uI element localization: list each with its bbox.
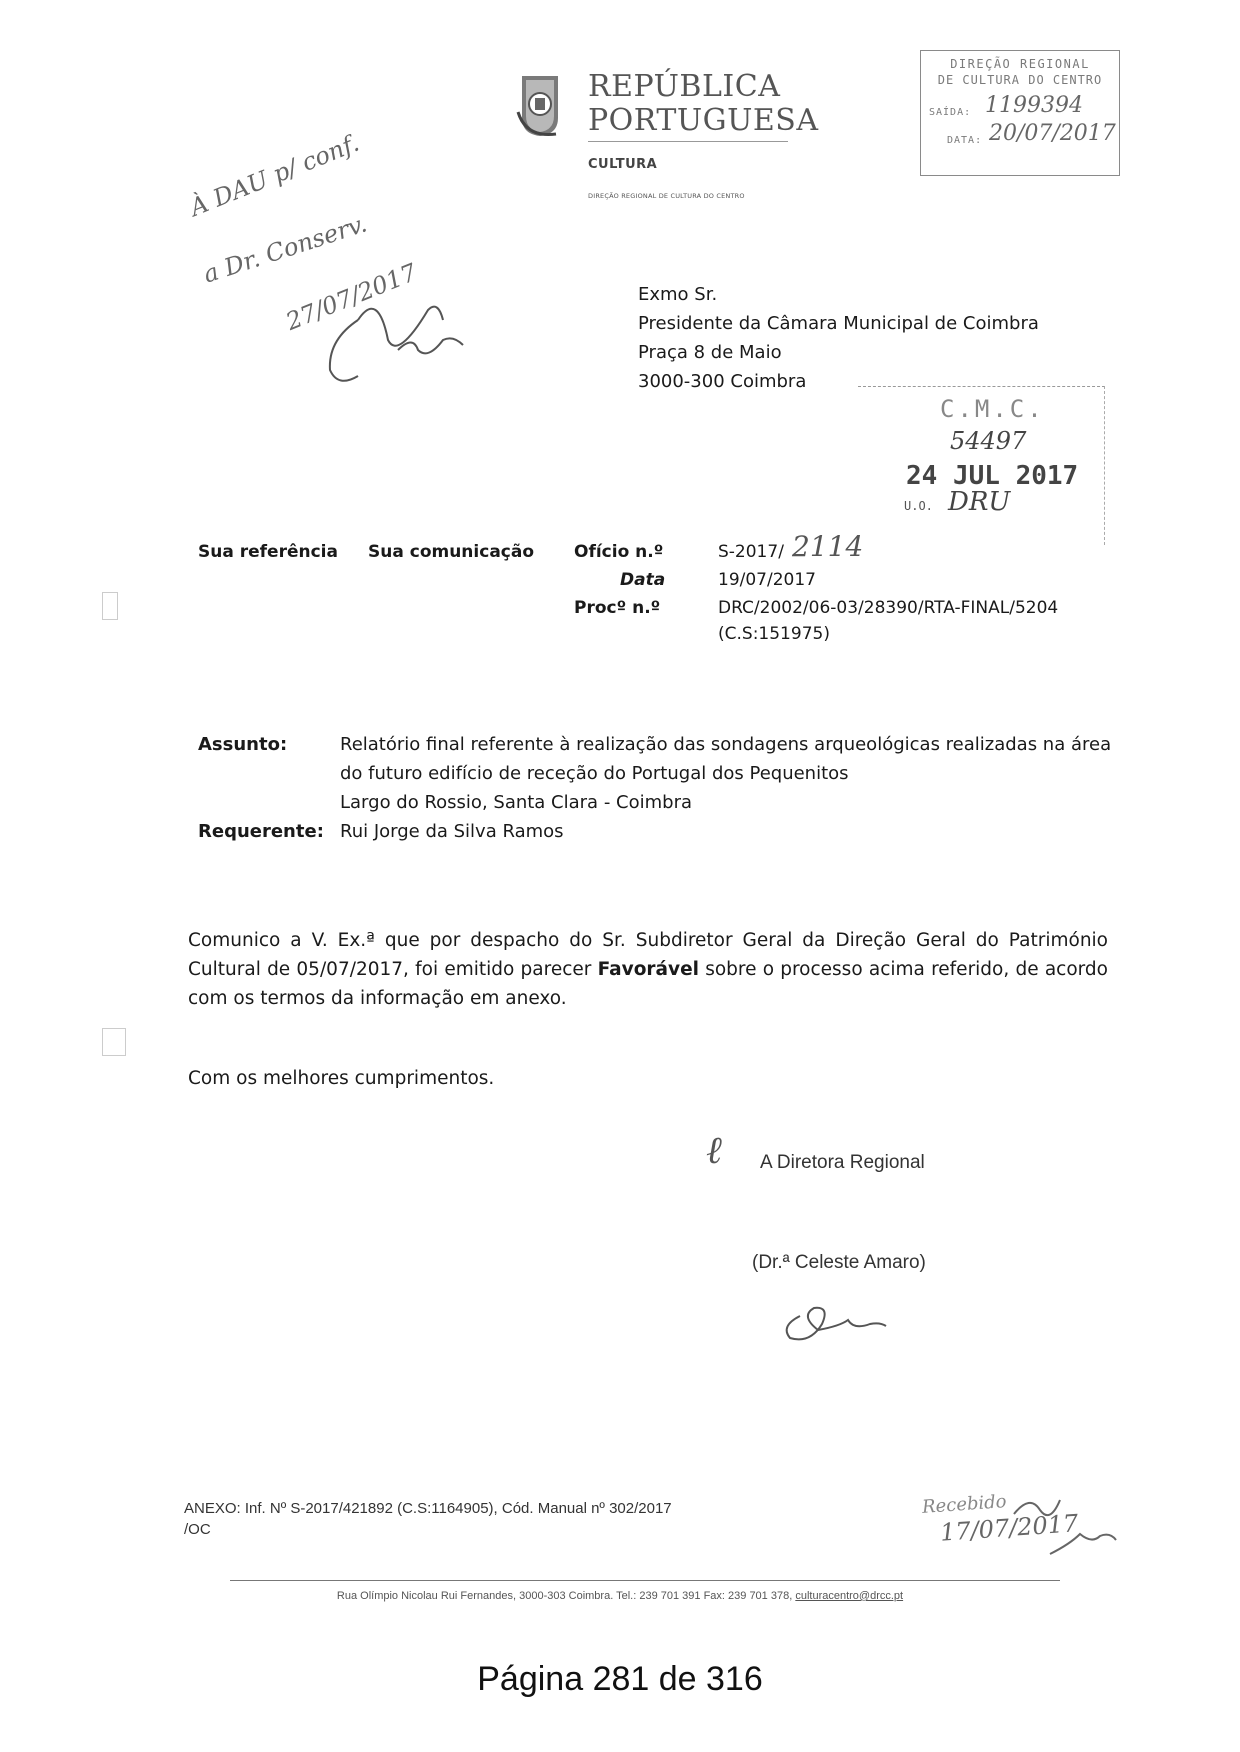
process-label: Procº n.º (574, 598, 661, 618)
cmc-unit-label: U.O. (904, 499, 933, 513)
footer-email-link[interactable]: culturacentro@drcc.pt (795, 1590, 904, 1602)
oficio-handwritten-number: 2114 (792, 530, 864, 563)
stamp-line-1: DIREÇÃO REGIONAL (950, 57, 1090, 71)
footer-divider (230, 1580, 1060, 1581)
subject-line-3: Largo do Rossio, Santa Clara - Coimbra (340, 792, 693, 813)
logo-line-2: PORTUGUESA (588, 103, 819, 138)
republic-logo-text (588, 70, 819, 138)
stamp-saida-value: 1199394 (985, 93, 1083, 118)
outgoing-registry-stamp (920, 50, 1120, 176)
body-part-2: sobre o processo acima referido, de acordo com os termos da informação em anexo. (188, 959, 1108, 1009)
page-number: Página 281 de 316 (477, 1660, 763, 1698)
recipient-name: Presidente da Câmara Municipal de Coimbra (638, 313, 1039, 334)
process-value-cs: (C.S:151975) (718, 624, 830, 644)
date-value: 19/07/2017 (718, 570, 816, 590)
process-value: DRC/2002/06-03/28390/RTA-FINAL/5204 (718, 598, 1059, 618)
favourable-verdict: Favorável (597, 959, 699, 980)
closing-salutation: Com os melhores cumprimentos. (188, 1068, 495, 1089)
oficio-label: Ofício n.º (574, 542, 664, 562)
subject-line-1: Relatório final referente à realização das sondagens arqueológicas realizadas na área (340, 734, 1112, 755)
logo-divider (588, 141, 788, 142)
recipient-postal: 3000-300 Coimbra (638, 371, 807, 392)
cmc-reg-value: 54497 (950, 427, 1027, 455)
margin-note-line-2: a Dr. Conserv. (200, 209, 371, 289)
ministry-name: CULTURA (588, 157, 658, 172)
received-date: 17/07/2017 (939, 1509, 1080, 1547)
signatory-name: (Dr.ª Celeste Amaro) (752, 1252, 926, 1273)
margin-note-line-1: À DAU p/ conf. (186, 128, 363, 222)
stamp-saida-label: SAÍDA: (929, 107, 972, 118)
margin-note-signature (318, 280, 478, 390)
salutation: Exmo Sr. (638, 284, 718, 305)
annex-line-1: ANEXO: Inf. Nº S-2017/421892 (C.S:1164905), Cód. Manual nº 302/2017 (184, 1500, 672, 1517)
cmc-stamp-title: C.M.C. (940, 395, 1045, 423)
regional-direction-name: DIREÇÃO REGIONAL DE CULTURA DO CENTRO (588, 192, 745, 200)
initials-mark: ℓ (706, 1128, 722, 1172)
recipient-address (638, 280, 1039, 396)
footer-contact (0, 1590, 1240, 1602)
director-signature (770, 1286, 890, 1346)
scan-artifact (102, 1028, 126, 1056)
oficio-value: S-2017/ (718, 542, 784, 562)
stamp-data-label: DATA: (947, 135, 983, 146)
recipient-street: Praça 8 de Maio (638, 342, 782, 363)
margin-note-line-3: 27/07/2017 (282, 258, 421, 336)
subject-line-2: do futuro edifício de receção do Portugal dos Pequenitos (340, 763, 849, 784)
signatory-title: A Diretora Regional (760, 1152, 925, 1173)
applicant-label: Requerente: (198, 821, 324, 842)
subject-label: Assunto: (198, 734, 288, 755)
stamp-line-2: DE CULTURA DO CENTRO (937, 73, 1103, 87)
republic-emblem-icon (516, 72, 564, 138)
received-label: Recebido (921, 1491, 1008, 1518)
annex-line-2: /OC (184, 1521, 211, 1538)
date-label: Data (620, 570, 666, 590)
your-communication-label: Sua comunicação (368, 542, 535, 562)
applicant-name: Rui Jorge da Silva Ramos (340, 821, 564, 842)
scan-artifact (102, 592, 118, 620)
logo-line-1: REPÚBLICA (588, 69, 781, 104)
cmc-unit-value: DRU (948, 487, 1011, 517)
cmc-date-value: 24 JUL 2017 (906, 461, 1079, 491)
incoming-registry-stamp (858, 386, 1105, 545)
stamp-data-value: 20/07/2017 (989, 121, 1116, 146)
subject-text (340, 730, 1130, 817)
your-reference-label: Sua referência (198, 542, 338, 562)
annex-note (184, 1498, 672, 1540)
footer-address: Rua Olímpio Nicolau Rui Fernandes, 3000-303 Coimbra. Tel.: 239 701 391 Fax: 239 701 378, (336, 1590, 796, 1602)
body-part-1: Comunico a V. Ex.ª que por despacho do Sr. Subdiretor Geral da Direção Geral do Património Cultural de 05/07/2017, foi emitido parecer (188, 930, 1108, 980)
received-initials (1010, 1484, 1120, 1574)
letter-body (188, 926, 1108, 1013)
